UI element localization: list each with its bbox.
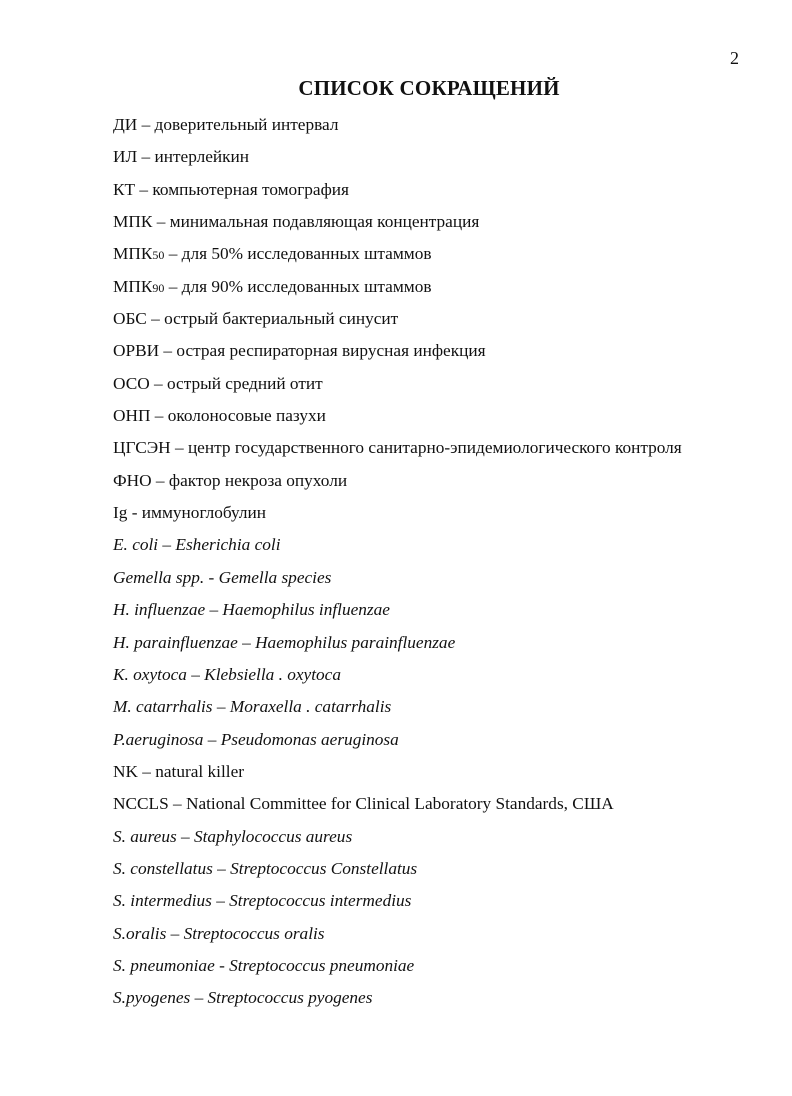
abbreviation-item [113, 403, 773, 435]
abbreviation-text: ЦГСЭН – центр государственного санитарно-эпидемиологического контроля [113, 438, 682, 458]
abbreviation-item [113, 953, 773, 985]
abbreviation-text: P.aeruginosa – Pseudomonas aeruginosa [113, 729, 399, 749]
abbreviation-text: H. parainfluenzae – Haemophilus parainfluenzae [113, 632, 456, 652]
abbreviation-text: МПК – минимальная подавляющая концентрация [113, 212, 480, 232]
abbreviation-text: ИЛ – интерлейкин [113, 147, 250, 167]
abbreviation-text: ОСО – острый средний отит [113, 373, 323, 393]
abbreviation-text: S. pneumoniae - Streptococcus pneumoniae [113, 955, 415, 975]
abbreviation-text: S.oralis – Streptococcus oralis [113, 923, 325, 943]
abbreviation-item [113, 532, 773, 564]
abbreviation-text: КТ – компьютерная томография [113, 179, 349, 199]
abbreviation-text: S.pyogenes – Streptococcus pyogenes [113, 988, 373, 1008]
abbreviation-text: H. influenzae – Haemophilus influenzae [113, 600, 390, 620]
abbreviation-subscript: 50 [152, 248, 165, 263]
abbreviation-text: Gemella spp. - Gemella species [113, 567, 332, 587]
abbreviation-item [113, 985, 773, 1017]
abbreviation-item [113, 856, 773, 888]
abbreviation-item [113, 274, 773, 306]
abbreviation-list [113, 112, 773, 1018]
abbreviation-item [113, 597, 773, 629]
abbreviation-subscript: 90 [152, 280, 165, 295]
abbreviation-text: Ig - иммуноглобулин [113, 503, 267, 523]
abbreviation-item [113, 824, 773, 856]
abbreviation-item [113, 241, 773, 273]
abbreviation-item [113, 435, 773, 467]
abbreviation-text: K. oxytoca – Klebsiella . oxytoca [113, 664, 341, 684]
abbreviation-item [113, 630, 773, 662]
abbreviation-text: S. constellatus – Streptococcus Constellatus [113, 858, 418, 878]
abbreviation-item [113, 694, 773, 726]
abbreviation-item [113, 500, 773, 532]
abbreviation-item [113, 759, 773, 791]
abbreviation-text: ОНП – околоносовые пазухи [113, 406, 326, 426]
abbreviation-text: NK – natural killer [113, 761, 245, 781]
page-title: СПИСОК СОКРАЩЕНИЙ [298, 76, 560, 100]
abbreviation-item [113, 791, 773, 823]
abbreviation-item [113, 306, 773, 338]
abbreviation-text: ФНО – фактор некроза опухоли [113, 470, 348, 490]
abbreviation-term: МПК [113, 244, 153, 264]
abbreviation-text: ОБС – острый бактериальный синусит [113, 309, 399, 329]
abbreviation-item [113, 921, 773, 953]
abbreviation-item [113, 662, 773, 694]
abbreviation-text: – для 90% исследованных штаммов [164, 276, 432, 296]
abbreviation-item [113, 727, 773, 759]
abbreviation-item [113, 144, 773, 176]
abbreviation-term: МПК [113, 276, 153, 296]
abbreviation-text: M. catarrhalis – Moraxella . catarrhalis [113, 697, 392, 717]
abbreviation-text: E. coli – Esherichia coli [113, 535, 281, 555]
abbreviation-item [113, 371, 773, 403]
abbreviation-item [113, 565, 773, 597]
abbreviation-item [113, 112, 773, 144]
page-number: 2 [730, 48, 739, 68]
abbreviation-item [113, 177, 773, 209]
abbreviation-text: ОРВИ – острая респираторная вирусная инфекция [113, 341, 486, 361]
abbreviation-text: – для 50% исследованных штаммов [164, 244, 432, 264]
abbreviation-item [113, 209, 773, 241]
abbreviation-text: ДИ – доверительный интервал [113, 115, 339, 134]
abbreviation-item [113, 338, 773, 370]
abbreviation-item [113, 888, 773, 920]
abbreviation-text: NCCLS – National Committee for Clinical Laboratory Standards, США [113, 794, 614, 814]
abbreviation-text: S. aureus – Staphylococcus aureus [113, 826, 353, 846]
abbreviation-text: S. intermedius – Streptococcus intermedius [113, 891, 412, 911]
abbreviation-item [113, 468, 773, 500]
